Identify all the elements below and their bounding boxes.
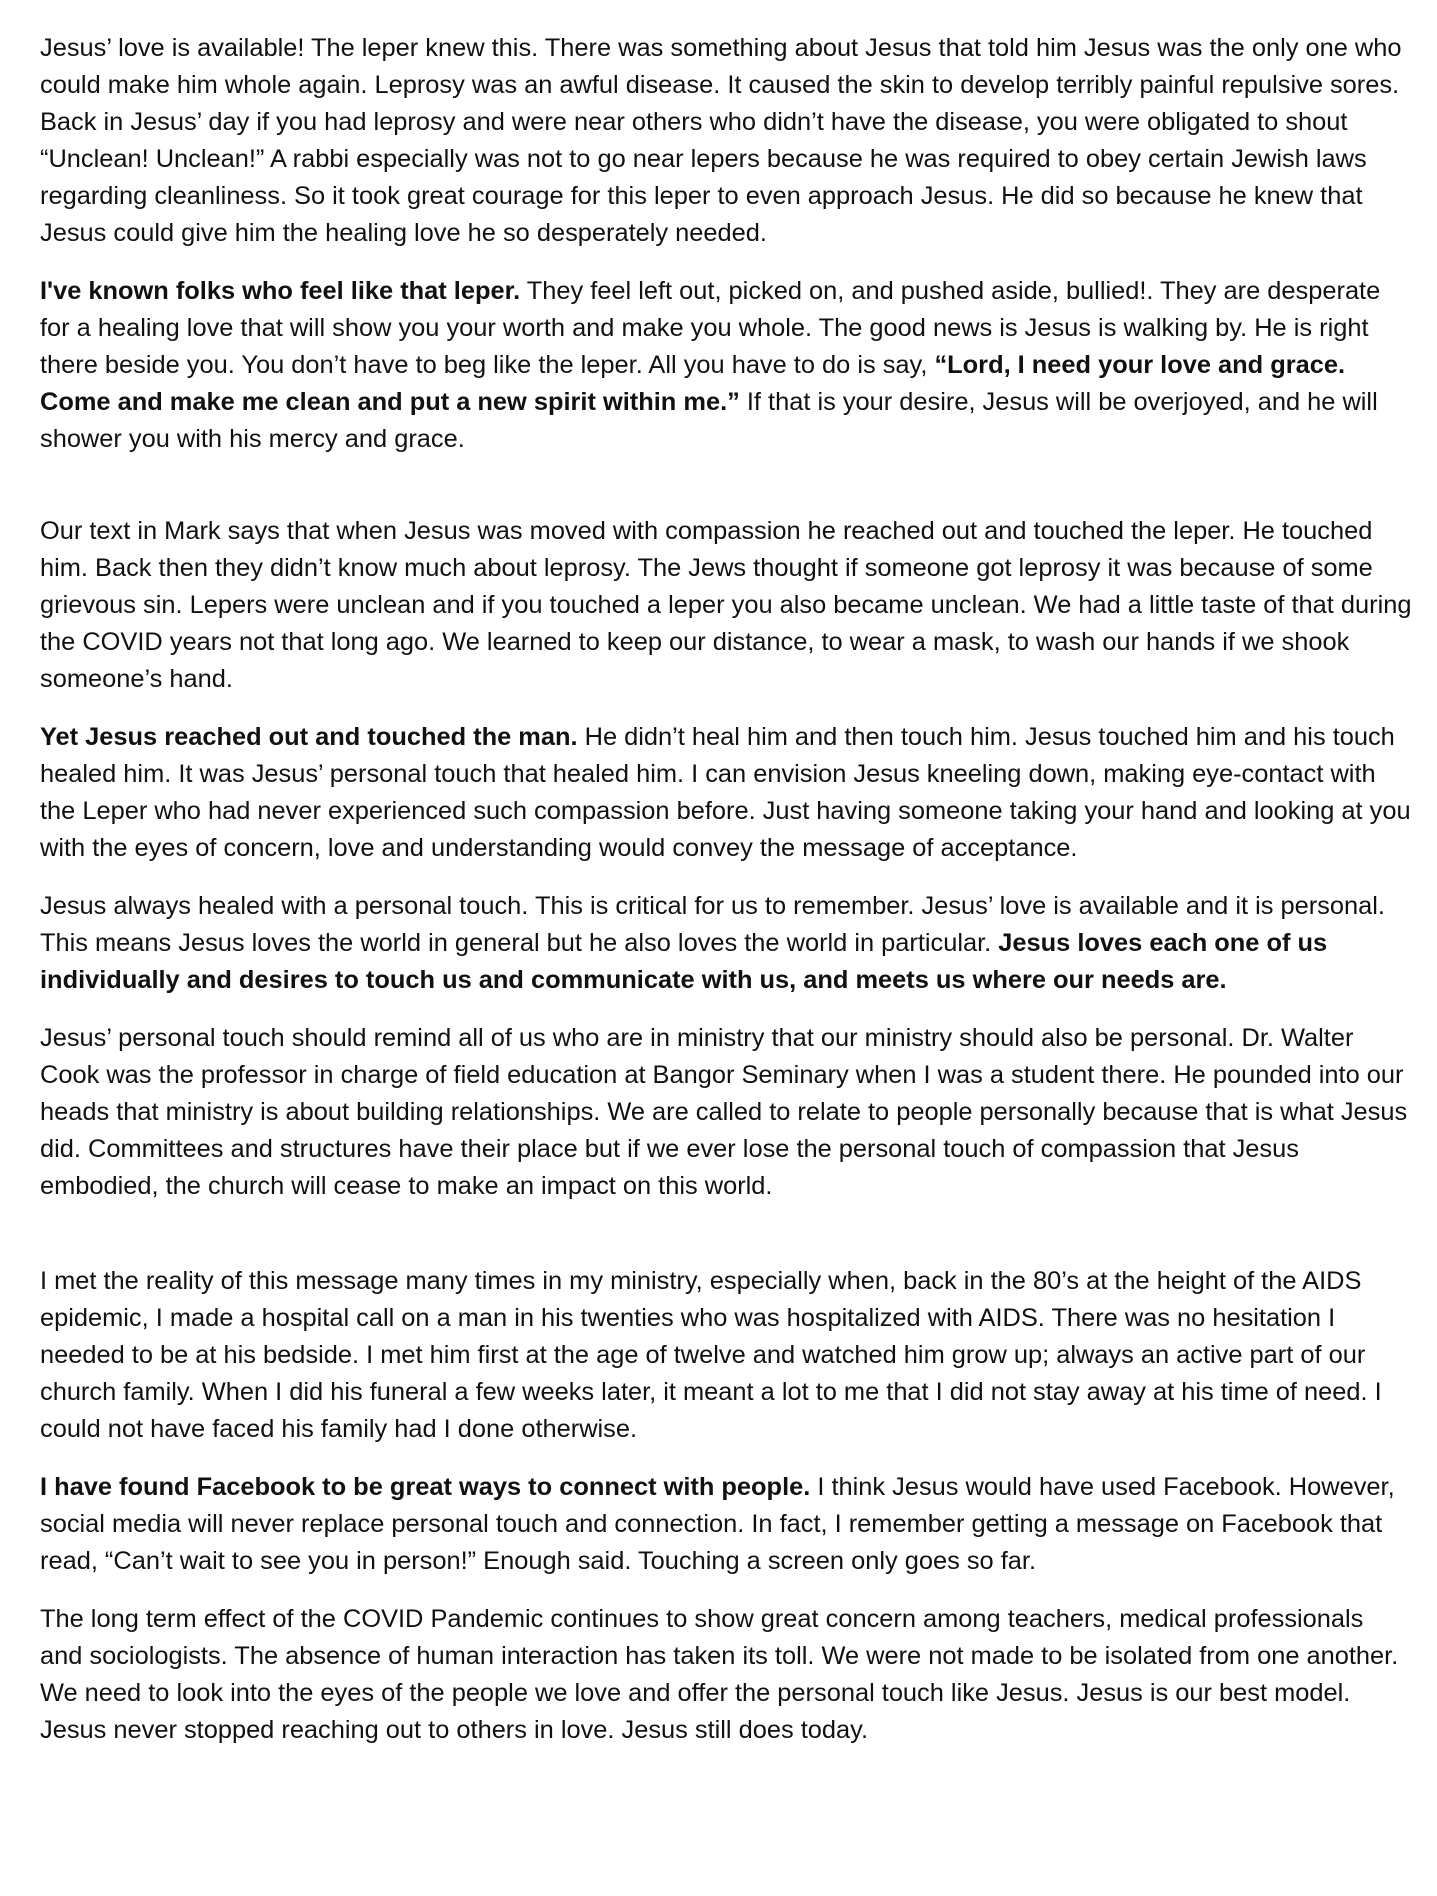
paragraph-4 (40, 719, 1412, 867)
paragraph-5 (40, 888, 1412, 999)
paragraph-1-text: Jesus’ love is available! The leper knew this. There was something about Jesus that told him Jesus was the only one who could make him whole again. Leprosy was an awful disease. It caused the skin to develop terribly painful repulsive sores. Back in Jesus’ day if you had leprosy and were near others who didn’t have the disease, you were obligated to shout “Unclean! Unclean!” A rabbi especially was not to go near lepers because he was required to obey certain Jewish laws regarding cleanliness. So it took great courage for this leper to even approach Jesus. He did so because he knew that Jesus could give him the healing love he so desperately needed. (40, 34, 1402, 247)
paragraph-2-text: They feel left out, picked on, and pushed aside, bullied!. They are desperate for a healing love that will show you your worth and make you whole. The good news is Jesus is walking by. He is right there beside you. You don’t have to beg like the leper. All you have to do is say, (40, 277, 1381, 379)
paragraph-4-text: He didn’t heal him and then touch him. Jesus touched him and his touch healed him. It was Jesus’ personal touch that healed him. I can envision Jesus kneeling down, making eye-contact with the Leper who had never experienced such compassion before. Just having someone taking your hand and looking at you with the eyes of concern, love and understanding would convey the message of acceptance. (40, 723, 1411, 862)
paragraph-1 (40, 30, 1412, 252)
paragraph-3-text: Our text in Mark says that when Jesus was moved with compassion he reached out and touched the leper. He touched him. Back then they didn’t know much about leprosy. The Jews thought if someone got leprosy it was because of some grievous sin. Lepers were unclean and if you touched a leper you also became unclean. We had a little taste of that during the COVID years not that long ago. We learned to keep our distance, to wear a mask, to wash our hands if we shook someone’s hand. (40, 517, 1412, 693)
paragraph-9-text: The long term effect of the COVID Pandemic continues to show great concern among teachers, medical professionals and sociologists. The absence of human interaction has taken its toll. We were not made to be isolated from one another. We need to look into the eyes of the people we love and offer the personal touch like Jesus. Jesus is our best model. Jesus never stopped reaching out to others in love. Jesus still does today. (40, 1605, 1399, 1744)
paragraph-3 (40, 513, 1412, 698)
paragraph-2-text-end: If that is your desire, Jesus will be overjoyed, and he will shower you with his mercy and grace. (40, 388, 1378, 453)
paragraph-5-bold-end: Jesus loves each one of us individually and desires to touch us and communicate with us, and meets us where our needs are. (40, 929, 1328, 994)
paragraph-9 (40, 1601, 1412, 1749)
paragraph-2 (40, 273, 1412, 458)
paragraph-7-text: I met the reality of this message many times in my ministry, especially when, back in the 80’s at the height of the AIDS epidemic, I made a hospital call on a man in his twenties who was hospitalized with AIDS. There was no hesitation I needed to be at his bedside. I met him first at the age of twelve and watched him grow up; always an active part of our church family. When I did his funeral a few weeks later, it meant a lot to me that I did not stay away at his time of need. I could not have faced his family had I done otherwise. (40, 1267, 1382, 1443)
paragraph-4-bold-lead: Yet Jesus reached out and touched the man. (40, 723, 578, 751)
document-page (40, 30, 1412, 1770)
paragraph-2-bold-lead: I've known folks who feel like that leper. (40, 277, 521, 305)
paragraph-8-bold-lead: I have found Facebook to be great ways to connect with people. (40, 1473, 811, 1501)
paragraph-6-text: Jesus’ personal touch should remind all of us who are in ministry that our ministry should also be personal. Dr. Walter Cook was the professor in charge of field education at Bangor Seminary when I was a student there. He pounded into our heads that ministry is about building relationships. We are called to relate to people personally because that is what Jesus did. Committees and structures have their place but if we ever lose the personal touch of compassion that Jesus embodied, the church will cease to make an impact on this world. (40, 1024, 1408, 1200)
paragraph-8 (40, 1469, 1412, 1580)
paragraph-5-text: Jesus always healed with a personal touch. This is critical for us to remember. Jesus’ love is available and it is personal. This means Jesus loves the world in general but he also loves the world in particular. (40, 892, 1385, 957)
paragraph-2-bold-quote: “Lord, I need your love and grace. Come and make me clean and put a new spirit within me.” (40, 351, 1346, 416)
paragraph-6 (40, 1020, 1412, 1205)
paragraph-8-text: I think Jesus would have used Facebook. However, social media will never replace personal touch and connection. In fact, I remember getting a message on Facebook that read, “Can’t wait to see you in person!” Enough said. Touching a screen only goes so far. (40, 1473, 1395, 1575)
paragraph-7 (40, 1263, 1412, 1448)
